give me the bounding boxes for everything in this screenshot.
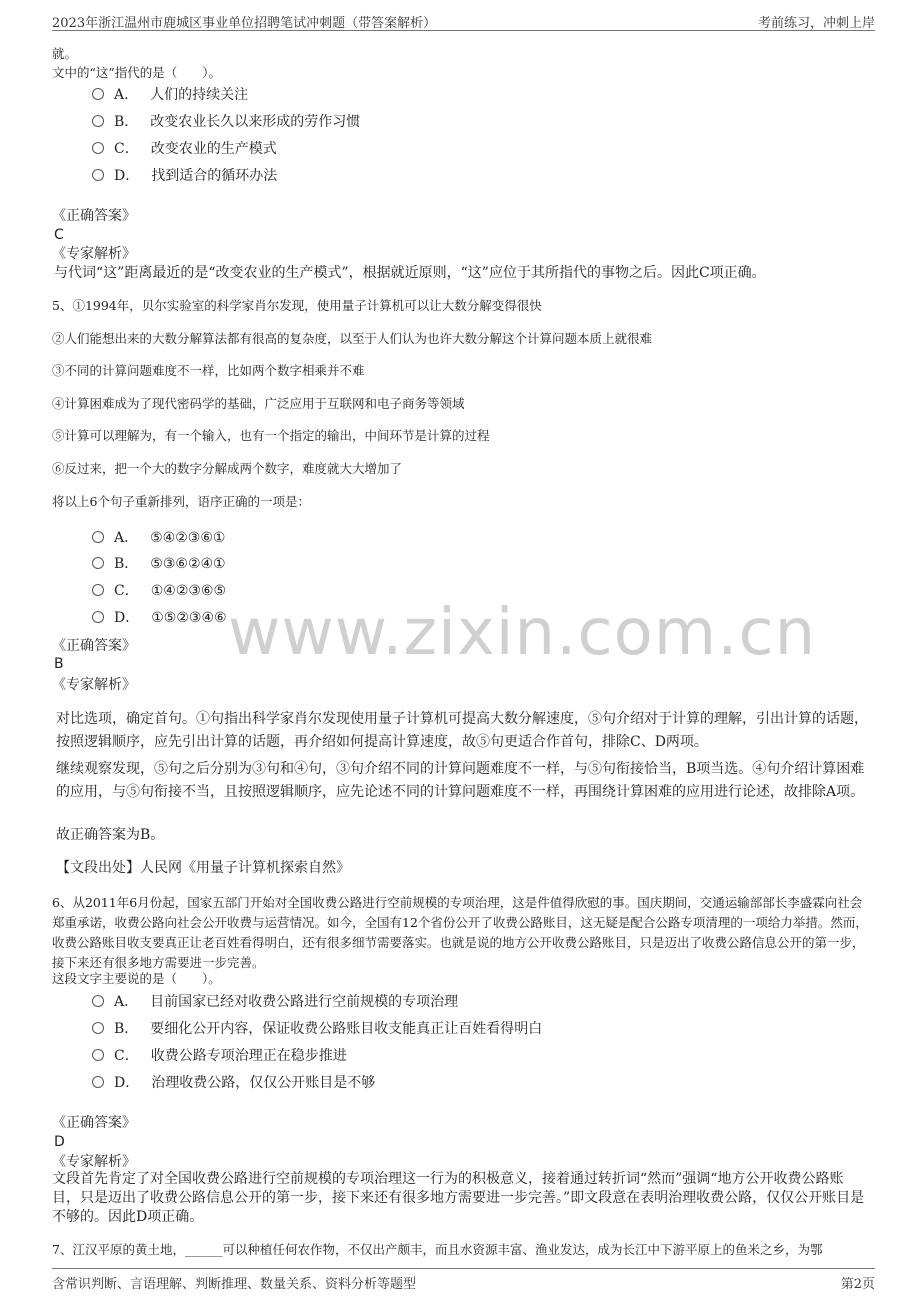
header-slogan: 考前练习，冲刺上岸 [757, 16, 875, 31]
radio-icon[interactable] [92, 142, 104, 154]
radio-icon[interactable] [92, 1049, 104, 1061]
sentence-1: 5、①1994年，贝尔实验室的科学家肖尔发现，使用量子计算机可以让大数分解变得很快 [52, 298, 542, 313]
sentence-4: ④计算困难成为了现代密码学的基础，广泛应用于互联网和电子商务等领域 [52, 396, 465, 411]
option-d[interactable]: D． 找到适合的循环办法 [92, 167, 277, 185]
option-b[interactable]: B． ⑤③⑥②④① [92, 555, 226, 573]
option-b[interactable]: B． 要细化公开内容，保证收费公路账目收支能真正让百姓看得明白 [92, 1020, 542, 1038]
correct-answer: D [54, 1134, 65, 1150]
option-a[interactable]: A． ⑤④②③⑥① [92, 529, 225, 547]
radio-icon[interactable] [92, 1022, 104, 1034]
page-number: 第2页 [840, 1277, 875, 1292]
radio-icon[interactable] [92, 995, 104, 1007]
analysis-text: 文段首先肯定了对全国收费公路进行空前规模的专项治理这一行为的积极意义，接着通过转折词“然而”强调“地方公开收费公路账目，只是迈出了收费公路信息公开的第一步，接下来还有很多地方需要进一步完善。”即文段意在表明治理收费公路，仅仅公开账目是不够的。因此D项正确。 [52, 1171, 865, 1225]
radio-icon[interactable] [92, 169, 104, 181]
next-question: 7、江汉平原的黄土地，______可以种植任何农作物，不仅出产颇丰，而且水资源丰富、渔业发达，成为长江中下游平原上的鱼米之乡，为鄂 [52, 1242, 823, 1257]
option-a[interactable]: A． 人们的持续关注 [92, 86, 248, 104]
footer-topics: 含常识判断、言语理解、判断推理、数量关系、资料分析等题型 [52, 1277, 417, 1292]
radio-icon[interactable] [92, 115, 104, 127]
radio-icon[interactable] [92, 611, 104, 623]
document-title: 2023年浙江温州市鹿城区事业单位招聘笔试冲刺题（带答案解析） [52, 16, 437, 31]
analysis-label: 《专家解析》 [52, 1154, 136, 1170]
radio-icon[interactable] [92, 1076, 104, 1088]
analysis-label: 《专家解析》 [52, 677, 136, 693]
option-d[interactable]: D． 治理收费公路，仅仅公开账目是不够 [92, 1074, 375, 1092]
watermark: www.zixin.com.cn [228, 596, 817, 670]
page-header [52, 8, 875, 31]
page-footer [52, 1268, 875, 1293]
question-stem: 将以上6个句子重新排列，语序正确的一项是： [52, 494, 310, 509]
analysis-text: 与代词“这”距离最近的是“改变农业的生产模式”，根据就近原则，“这”应位于其所指代的事物之后。因此C项正确。 [54, 265, 766, 281]
option-c[interactable]: C． ①④②③⑥⑤ [92, 582, 226, 600]
question-passage: 6、从2011年6月份起，国家五部门开始对全国收费公路进行空前规模的专项治理，这是件值得欣慰的事。国庆期间，交通运输部部长李盛霖向社会郑重承诺，收费公路向社会公开收费与运营情况。如今，全国有12个省份公开了收费公路账目，这无疑是配合公路专项清理的一项给力举措。然而，收费公路账目收支要真正让老百姓看得明白，还有很多细节需要落实。也就是说的地方公开收费公路账目，只是迈出了收费公路信息公开的第一步，接下来还有很多地方需要进一步完善。 [52, 895, 868, 970]
radio-icon[interactable] [92, 531, 104, 543]
sentence-5: ⑤计算可以理解为，有一个输入，也有一个指定的输出，中间环节是计算的过程 [52, 428, 490, 443]
analysis-paragraph-2: 继续观察发现，⑤句之后分别为③句和④句，③句介绍不同的计算问题难度不一样，与⑤句衔接恰当，B项当选。④句介绍计算困难的应用，与⑤句衔接不当，且按照逻辑顺序，应先论述不同的计算问题难度不一样，再围绕计算困难的应用进行论述，故排除A项。 [56, 761, 865, 800]
correct-answer: C [54, 227, 64, 243]
option-a[interactable]: A． 目前国家已经对收费公路进行空前规模的专项治理 [92, 993, 458, 1011]
source-note: 【文段出处】人民网《用量子计算机探索自然》 [56, 860, 350, 876]
sentence-2: ②人们能想出来的大数分解算法都有很高的复杂度，以至于人们认为也许大数分解这个计算问题本质上就很难 [52, 331, 653, 346]
answer-label: 《正确答案》 [52, 1115, 136, 1131]
answer-label: 《正确答案》 [52, 638, 136, 654]
answer-label: 《正确答案》 [52, 208, 136, 224]
analysis-paragraph-1: 对比选项，确定首句。①句指出科学家肖尔发现使用量子计算机可提高大数分解速度，⑤句介绍对于计算的理解，引出计算的话题，按照逻辑顺序，应先引出计算的话题，再介绍如何提高计算速度，故⑤句更适合作首句，排除C、D两项。 [56, 711, 868, 750]
analysis-paragraph-3: 故正确答案为B。 [56, 827, 165, 843]
analysis-label: 《专家解析》 [52, 246, 136, 262]
passage-tail: 就。 [52, 46, 78, 61]
option-c[interactable]: C． 收费公路专项治理正在稳步推进 [92, 1047, 347, 1065]
radio-icon[interactable] [92, 88, 104, 100]
question-stem: 文中的“这”指代的是（ ）。 [52, 65, 222, 80]
question-stem: 这段文字主要说的是（ ）。 [52, 971, 221, 986]
option-d[interactable]: D． ①⑤②③④⑥ [92, 609, 227, 627]
sentence-6: ⑥反过来，把一个大的数字分解成两个数字，难度就大大增加了 [52, 461, 403, 476]
option-c[interactable]: C． 改变农业的生产模式 [92, 140, 277, 158]
radio-icon[interactable] [92, 584, 104, 596]
radio-icon[interactable] [92, 557, 104, 569]
correct-answer: B [54, 656, 64, 672]
sentence-3: ③不同的计算问题难度不一样，比如两个数字相乘并不难 [52, 363, 365, 378]
option-b[interactable]: B． 改变农业长久以来形成的劳作习惯 [92, 113, 360, 131]
